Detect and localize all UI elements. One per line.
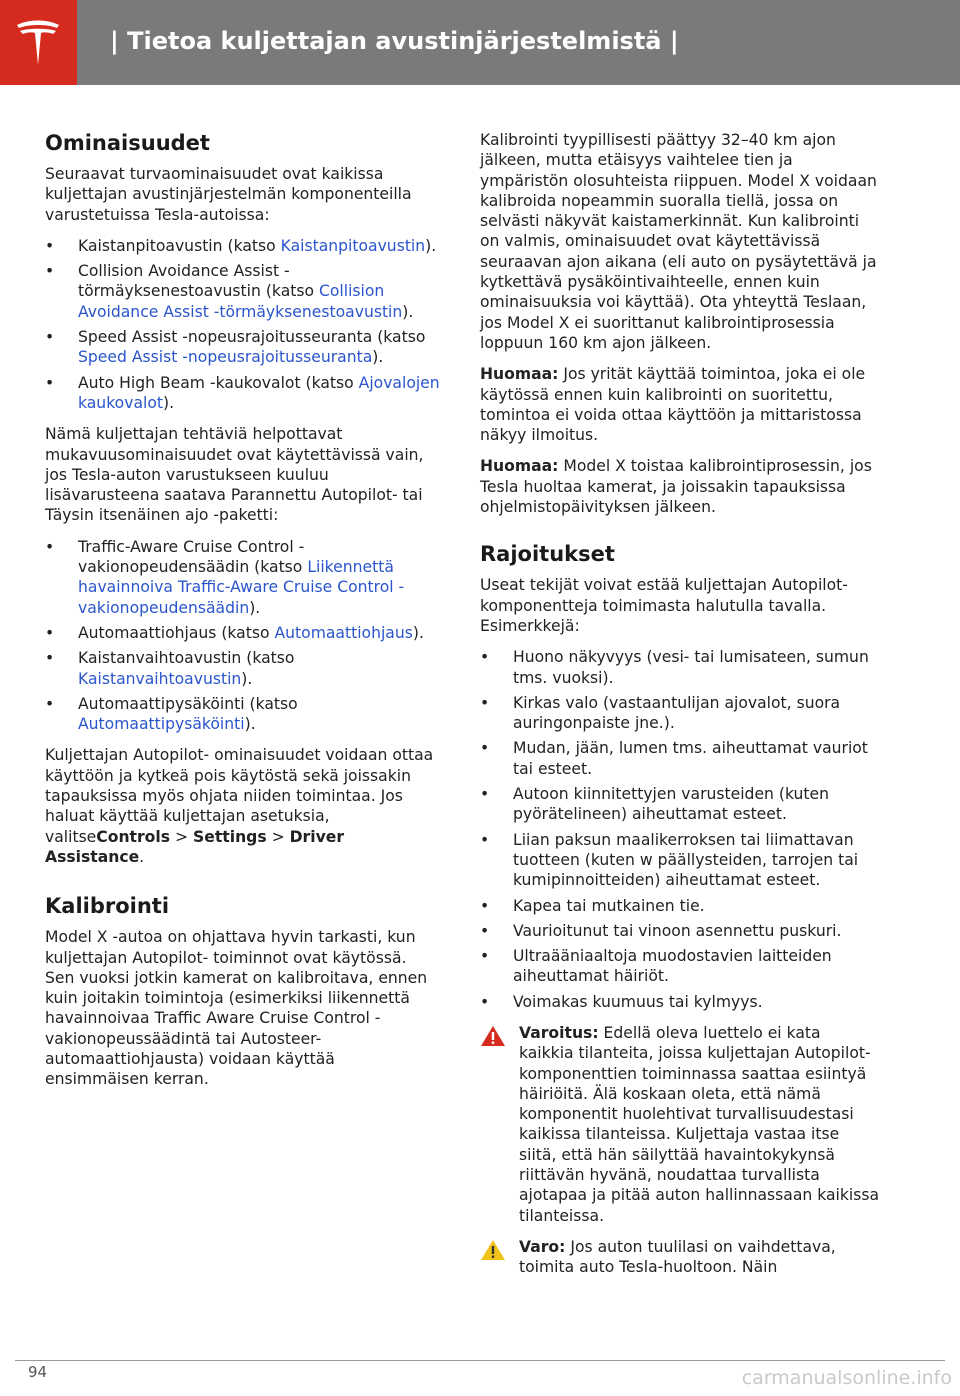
list-item: • Ultraääniaaltoja muodostavien laitteiden aiheuttamat häiriöt. (480, 946, 880, 987)
note-label: Huomaa: (480, 365, 559, 384)
right-column (480, 130, 880, 1289)
page-header (0, 0, 960, 85)
page-title: | Tietoa kuljettajan avustinjärjestelmistä | (110, 27, 679, 55)
list-item: • Automaattiohjaus (katso Automaattiohjaus). (45, 623, 440, 643)
list-item: • Automaattipysäköinti (katso Automaattipysäköinti). (45, 694, 440, 735)
left-column (45, 130, 440, 1101)
tesla-logo (0, 0, 77, 85)
list-item: • Mudan, jään, lumen tms. aiheuttamat vauriot tai esteet. (480, 738, 880, 779)
warning-callout (480, 1023, 880, 1226)
list-item: • Vaurioitunut tai vinoon asennettu puskuri. (480, 921, 880, 941)
link-lane-change[interactable]: Kaistanvaihtoavustin (78, 669, 242, 688)
calibration-para-2: Kalibrointi tyypillisesti päättyy 32–40 km ajon jälkeen, mutta etäisyys vaihtelee tien ja ympäristön olosuhteista riippuen. Model X voidaan kalibroida nopeammin suoralla tiellä, jossa on selvästi näkyvät kaistamerkinnät. Kun kalibrointi on valmis, ominaisuudet ovat käytettävissä seuraavan ajon aikana (eli auto on pysäytettävä ja kytkettävä pysäköintivaihteelle, ennen kuin ominaisuuksia voi käyttää). Ota yhteyttä Teslaan, jos Model X ei suorittanut kalibrointiprosessia loppuun 160 km ajon jälkeen. (480, 131, 877, 352)
list-item: • Kaistanvaihtoavustin (katso Kaistanvaihtoavustin). (45, 648, 440, 689)
link-speed-assist[interactable]: Speed Assist -nopeusrajoitusseuranta (78, 348, 373, 367)
link-traffic-aware-cruise[interactable]: Liikennettä havainnoiva Traffic-Aware Cruise Control -vakionopeudensäädin (78, 558, 405, 617)
caution-label: Varo: (519, 1237, 566, 1256)
list-item: • Huono näkyvyys (vesi- tai lumisateen, sumun tms. vuoksi). (480, 647, 880, 688)
caution-triangle-icon (480, 1239, 506, 1261)
convenience-features-list (45, 537, 440, 735)
page-number: 94 (28, 1363, 48, 1381)
link-high-beam[interactable]: Ajovalojen kaukovalot (78, 373, 440, 412)
list-item: • Kapea tai mutkainen tie. (480, 896, 880, 916)
warning-text: Edellä oleva luettelo ei kata kaikkia tilanteita, joissa kuljettajan Autopilot- komponenttien toiminnassa saattaa esiintyä häiriöitä. Älä koskaan oleta, että nämä komponentit huolehtivat turvallisuudestasi kaikissa tilanteissa. Kuljettaja vastaa itse siitä, että hän säilyttää havaintokykynsä riittävän hyvänä, noudattaa turvallista ajotapaa ja pitää auton hallinnassaan kaikissa tilanteissa. (519, 1023, 880, 1225)
calibration-note-2: Huomaa: Model X toistaa kalibrointiprosessin, jos Tesla huoltaa kamerat, ja joissakin tapauksissa ohjelmistopäivityksen jälkeen. (480, 457, 872, 517)
list-item: • Autoon kiinnitettyjen varusteiden (kuten pyörätelineen) aiheuttamat esteet. (480, 784, 880, 825)
link-autosteer[interactable]: Automaattiohjaus (274, 623, 413, 642)
list-item: • Traffic-Aware Cruise Control -vakionopeudensäädin (katso Liikennettä havainnoiva Traffic-Aware Cruise Control -vakionopeudensäädin). (45, 537, 440, 618)
list-item: • Kaistanpitoavustin (katso Kaistanpitoavustin). (45, 236, 440, 256)
watermark: carmanualsonline.info (741, 1367, 952, 1389)
calibration-note-1: Huomaa: Jos yrität käyttää toimintoa, joka ei ole käytössä ennen kuin kalibrointi on suoritettu, tomintoa ei voida ottaa käyttöön ja mittaristossa näkyy ilmoitus. (480, 365, 866, 445)
list-item: • Auto High Beam -kaukovalot (katso Ajovalojen kaukovalot). (45, 373, 440, 414)
note-label: Huomaa: (480, 457, 559, 476)
safety-features-list (45, 236, 440, 413)
settings-instructions: Kuljettajan Autopilot- ominaisuudet voidaan ottaa käyttöön ja kytkeä pois käytöstä sekä joissakin tapauksissa myös ohjata niiden toimintaa. Jos haluat käyttää kuljettajan asetuksia, valitseControls > Settings > Driver Assistance. (45, 746, 434, 866)
limitations-list (480, 647, 880, 1012)
link-kaistanpitoavustin[interactable]: Kaistanpitoavustin (280, 236, 426, 255)
warning-label: Varoitus: (519, 1023, 599, 1042)
link-autopark[interactable]: Automaattipysäköinti (78, 715, 245, 734)
menu-driver-assistance: Driver Assistance (45, 827, 345, 866)
warning-triangle-icon (480, 1025, 506, 1047)
limitations-heading: Rajoitukset (480, 542, 615, 567)
list-item: • Voimakas kuumuus tai kylmyys. (480, 992, 880, 1012)
list-item: • Liian paksun maalikerroksen tai liimattavan tuotteen (kuten w päällysteiden, tarrojen tai kumipinnoitteiden) aiheuttamat esteet. (480, 830, 880, 891)
convenience-intro: Nämä kuljettajan tehtäviä helpottavat mukavuusominaisuudet ovat käytettävissä vain, jos Tesla-auton varustukseen kuuluu lisävarusteena saatava Parannettu Autopilot- tai Täysin itsenäinen ajo -paketti: (45, 425, 424, 525)
calibration-heading: Kalibrointi (45, 894, 170, 919)
menu-controls: Controls (96, 827, 171, 846)
tesla-t-icon (15, 18, 61, 70)
caution-callout (480, 1237, 880, 1278)
list-item: • Kirkas valo (vastaantulijan ajovalot, suora auringonpaiste jne.). (480, 693, 880, 734)
list-item: • Collision Avoidance Assist -törmäyksenestoavustin (katso Collision Avoidance Assist -törmäyksenestoavustin). (45, 261, 440, 322)
footer-divider (15, 1360, 945, 1361)
features-heading: Ominaisuudet (45, 131, 210, 155)
link-collision-avoidance[interactable]: Collision Avoidance Assist -törmäyksenestoavustin (78, 282, 403, 321)
calibration-para-1: Model X -autoa on ohjattava hyvin tarkasti, kun kuljettajan Autopilot- toiminnot ovat käytössä. Sen vuoksi jotkin kamerat on kalibroitava, ennen kuin joitakin toimintoja (esimerkiksi liikennettä havainnoivaa Traffic Aware Cruise Control -vakionopeussäädintä tai Autosteer-automaattiohjausta) voidaan käyttää ensimmäisen kerran. (45, 928, 428, 1089)
menu-settings: Settings (193, 827, 267, 846)
list-item: • Speed Assist -nopeusrajoitusseuranta (katso Speed Assist -nopeusrajoitusseuranta). (45, 327, 440, 368)
limitations-intro: Useat tekijät voivat estää kuljettajan Autopilot- komponentteja toimimasta halutulla tavalla. Esimerkkejä: (480, 576, 848, 635)
caution-text: Jos auton tuulilasi on vaihdettava, toimita auto Tesla-huoltoon. Näin (519, 1237, 836, 1277)
features-intro: Seuraavat turvaominaisuudet ovat kaikissa kuljettajan avustinjärjestelmän komponenteilla varustetuissa Tesla-autoissa: (45, 165, 412, 224)
